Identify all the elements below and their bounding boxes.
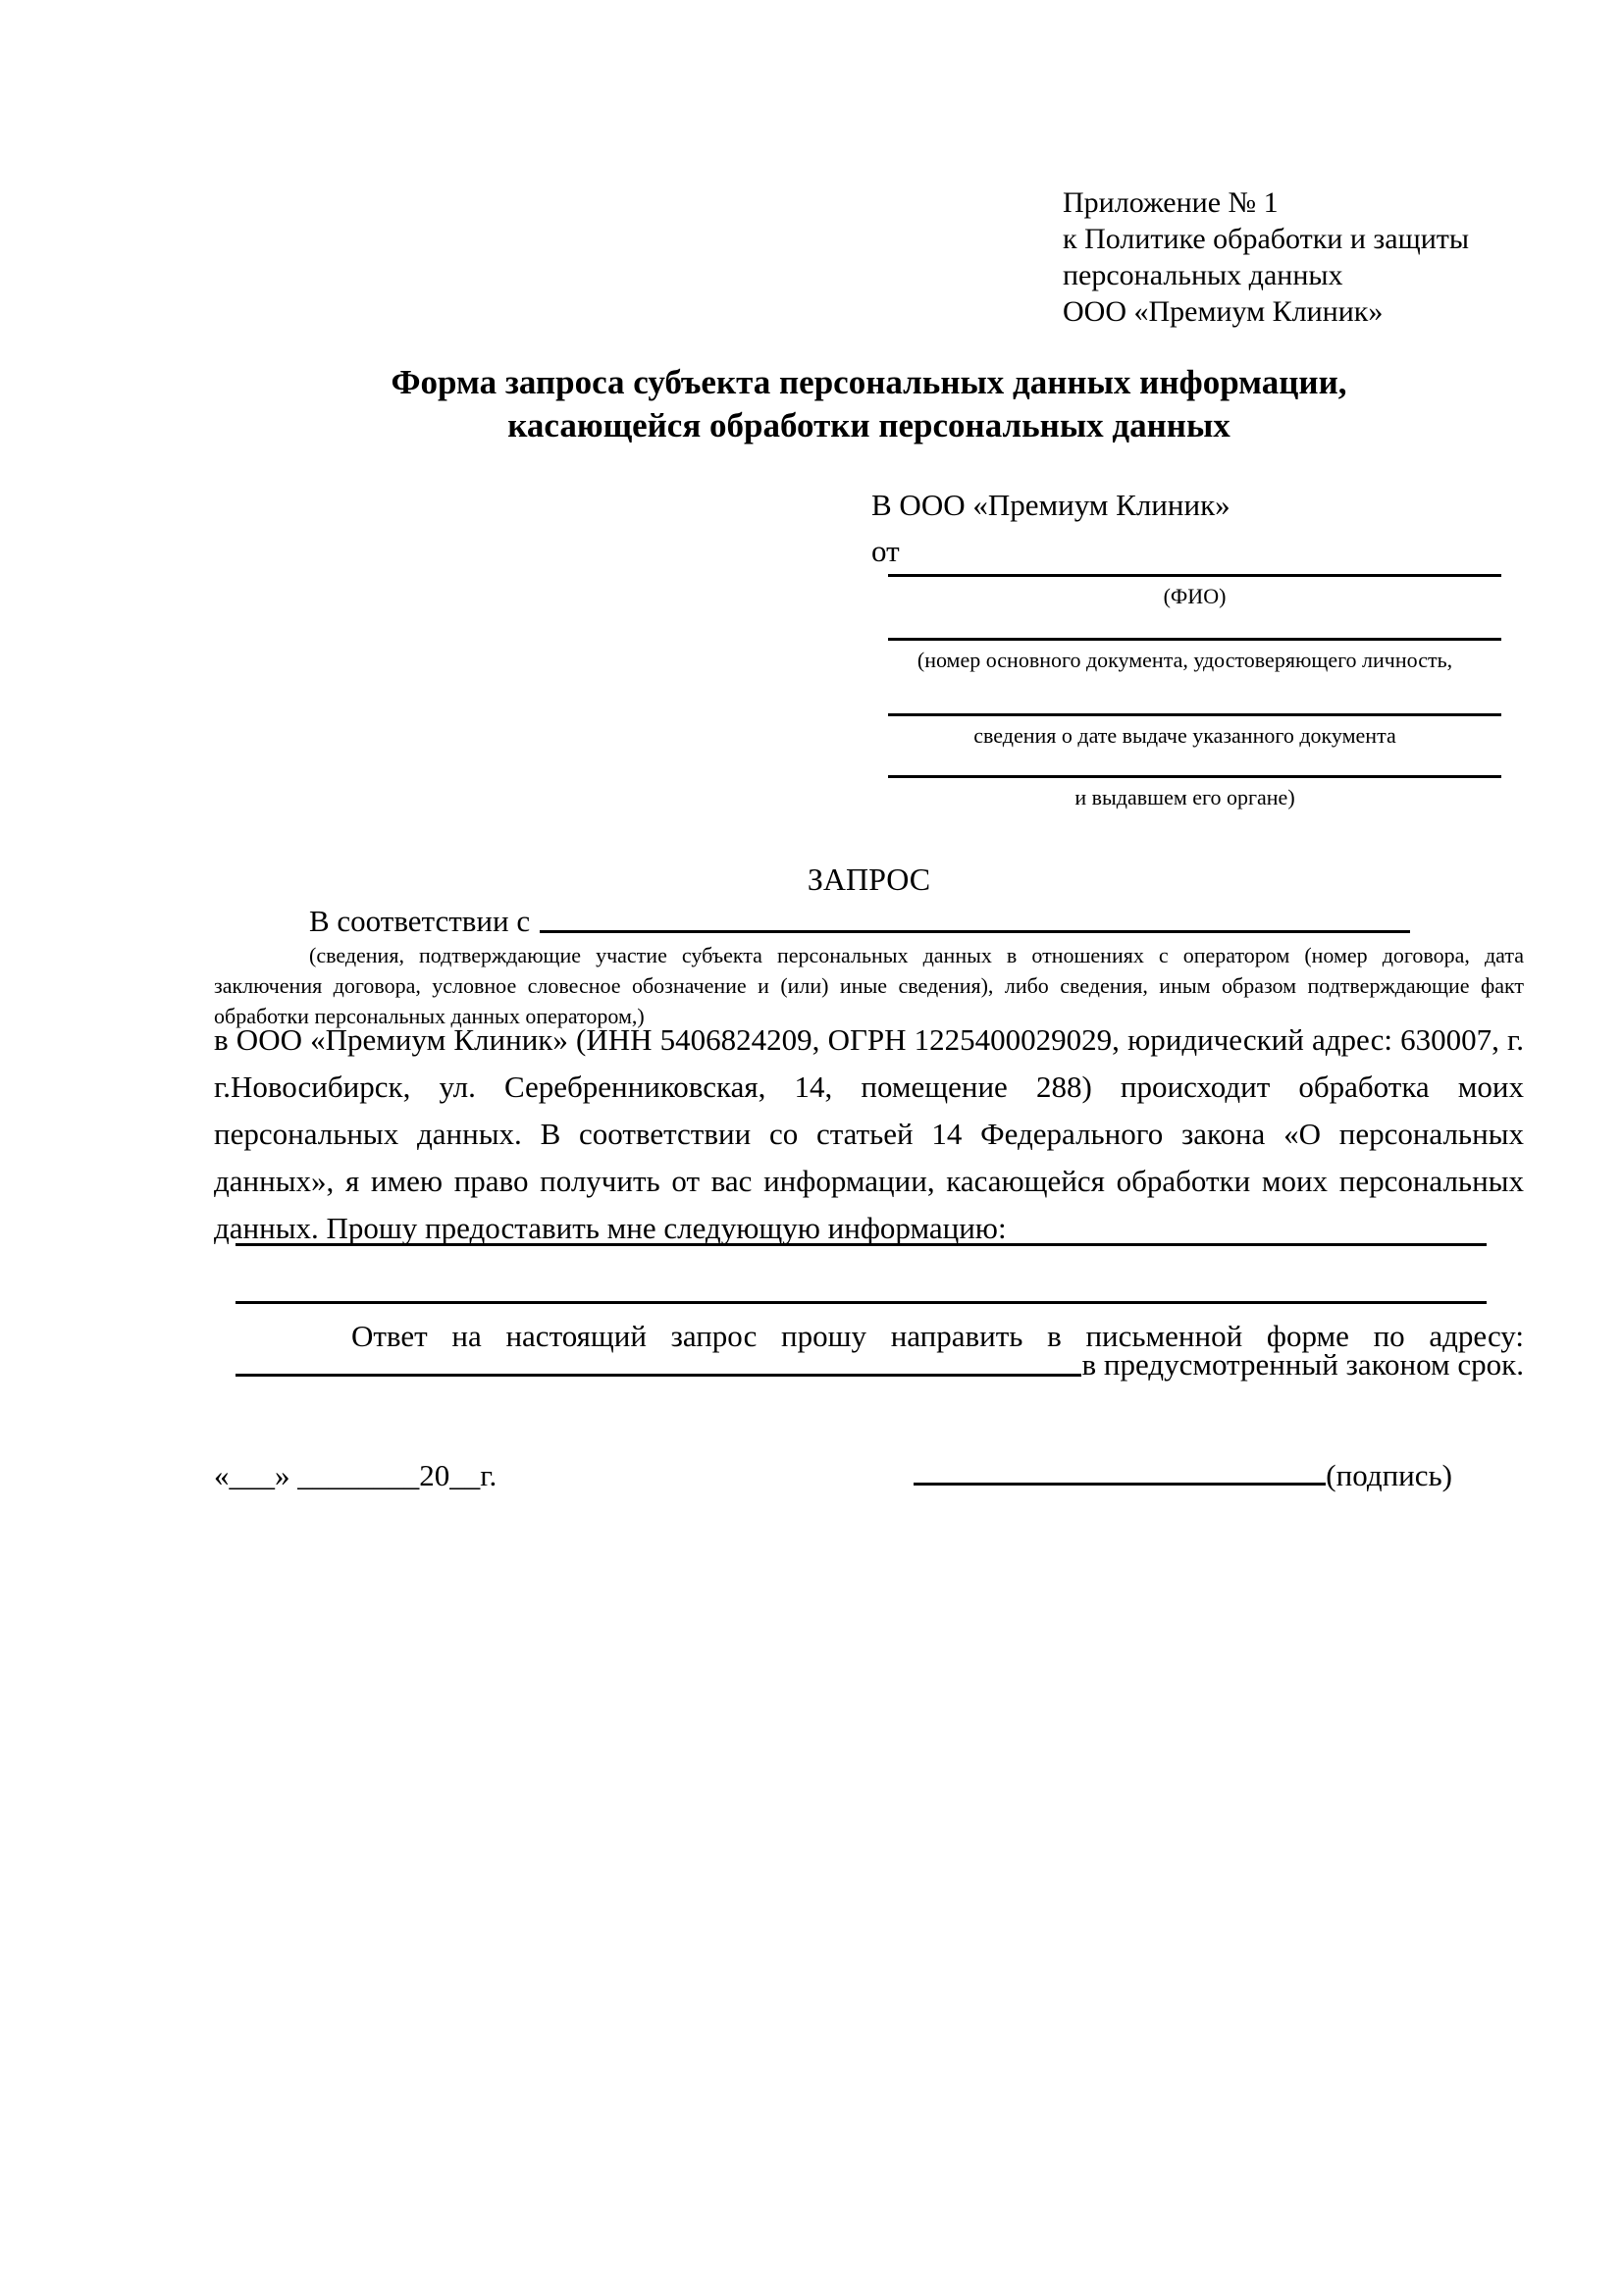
signature-blank-line — [914, 1483, 1326, 1486]
appendix-line: Приложение № 1 — [1063, 186, 1279, 219]
appendix-line: ООО «Премиум Клиник» — [1063, 295, 1384, 328]
fio-caption: (ФИО) — [1163, 584, 1227, 608]
signature-caption: (подпись) — [1326, 1458, 1452, 1492]
id-doc-caption: (номер основного документа, удостоверяющего личность, — [916, 648, 1453, 672]
accordance-blank-line — [540, 930, 1410, 933]
info-blank-line-2 — [236, 1301, 1487, 1304]
issue-date-blank-line — [888, 713, 1501, 716]
id-doc-blank-line — [888, 638, 1501, 641]
fine-print: (сведения, подтверждающие участие субъекта персональных данных в отношениях с оператором (номер договора, дата заключения договора, условное словесное обозначение и (или) иные сведения), либо сведения, иным образом подтверждающие факт обработки персональных данных оператором,) — [214, 943, 1524, 1028]
issuing-authority-caption: и выдавшем его органе) — [1074, 785, 1295, 809]
accordance-label: В соответствии с — [309, 904, 531, 938]
reply-sentence: Ответ на настоящий запрос прошу направить в письменной форме по адресу: — [351, 1319, 1524, 1353]
address-blank-line — [236, 1374, 1081, 1377]
date-blank: «___» ________20__г. — [214, 1458, 497, 1492]
fio-blank-line — [888, 574, 1501, 577]
issue-date-caption: сведения о дате выдаче указанного документа — [973, 723, 1396, 748]
document-title-line: Форма запроса субъекта персональных данных информации, — [391, 363, 1347, 401]
accordance-row — [309, 901, 1410, 938]
info-blank-line-1 — [236, 1243, 1487, 1246]
document-title — [214, 361, 1524, 447]
issuing-authority-blank-line — [888, 775, 1501, 778]
appendix-line: персональных данных — [1063, 259, 1343, 291]
addressee-to: В ООО «Премиум Клиник» — [871, 488, 1230, 522]
request-body: в ООО «Премиум Клиник» (ИНН 5406824209, ОГРН 1225400029029, юридический адрес: 630007, г. г.Новосибирск, ул. Серебренниковская, 14, помещение 288) происходит обработка моих персональных данных. В соответствии со статьей 14 Федерального закона «О персональных данных», я имею право получить от вас информации, касающейся обработки моих персональных данных. Прошу предоставить мне следующую информацию: — [214, 1022, 1524, 1245]
appendix-block — [1063, 184, 1469, 330]
reply-tail: в предусмотренный законом срок. — [1081, 1347, 1524, 1382]
addressee-from-label: от — [871, 534, 900, 568]
date-signature-row — [214, 1458, 1452, 1493]
reply-address-row — [236, 1344, 1524, 1382]
appendix-line: к Политике обработки и защиты — [1063, 223, 1470, 255]
document-title-line: касающейся обработки персональных данных — [507, 406, 1230, 444]
signature-group — [914, 1458, 1452, 1493]
request-heading: ЗАПРОС — [807, 861, 931, 897]
